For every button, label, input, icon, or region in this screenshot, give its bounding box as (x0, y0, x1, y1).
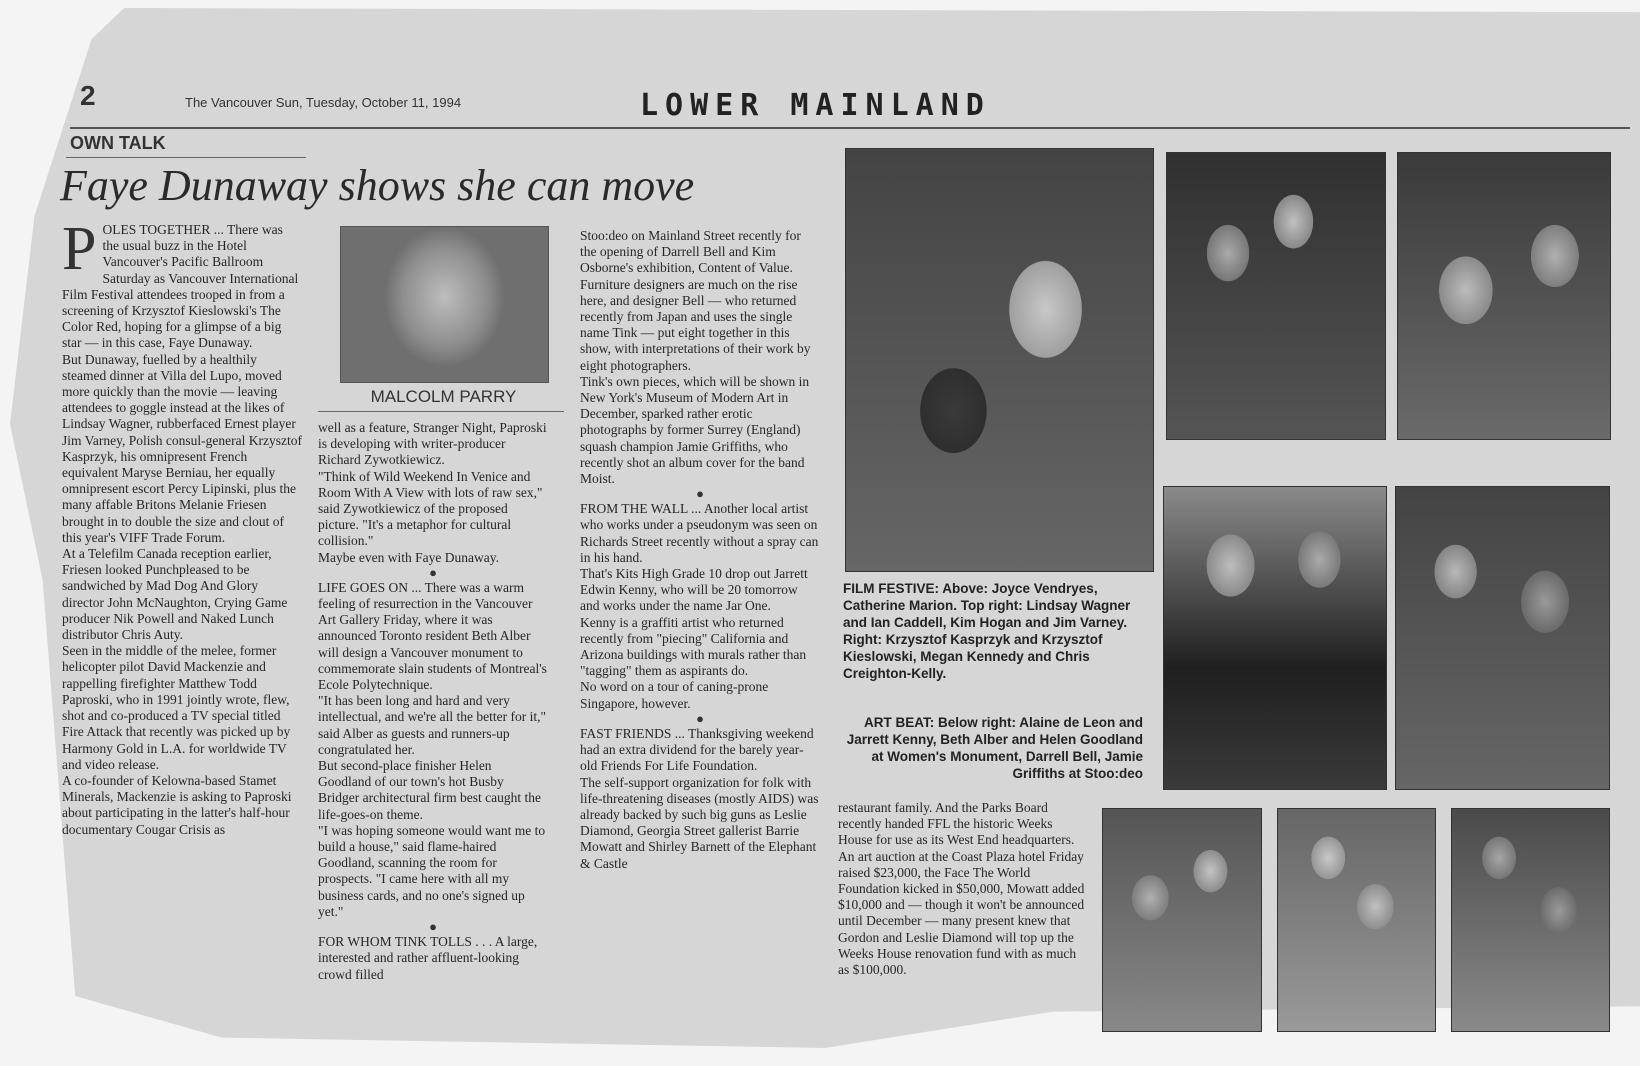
paragraph: A co-founder of Kelowna-based Stamet Minerals, Mackenzie is asking to Paproski about participating in the latter's half-hour documentary Cougar Crisis as (62, 772, 292, 837)
masthead-rule (70, 127, 1630, 129)
paragraph: That's Kits High Grade 10 drop out Jarrett Edwin Kenny, who will be 20 tomorrow and works under the name Jar One. (580, 566, 808, 614)
columnist-portrait (340, 226, 549, 383)
caption-art-beat: ART BEAT: Below right: Alaine de Leon and Jarrett Kenny, Beth Alber and Helen Goodland at Women's Monument, Darrell Bell, Jamie Griffiths at Stoo:deo (846, 715, 1143, 781)
article-column-2 (318, 420, 548, 983)
paper-dateline: The Vancouver Sun, Tuesday, October 11, 1994 (185, 95, 462, 110)
paragraph: FOR WHOM TINK TOLLS . . . A large, interested and rather affluent-looking crowd filled (318, 934, 538, 982)
paragraph: LIFE GOES ON ... There was a warm feeling of resurrection in the Vancouver Art Gallery Friday, where it was announced Toronto resident Beth Alber will design a Vancouver monument to commemorate slain students of Montreal's Ecole Polytechnique. (318, 579, 547, 693)
paragraph: But Dunaway, fuelled by a healthily steamed dinner at Villa del Lupo, moved more quickly than the movie — leaving attendees to goggle instead at the likes of Lindsay Wagner, rubberfaced Ernest player Jim Varney, Polish consul-general Krzysztof Kasprzyk, his omnipresent French equivalent Maryse Berniau, her equally omnipresent escort Percy Lipinski, plus the many affable Britons Melanie Friesen brought in to double the size and clout of this year's VIFF Trade Forum. (62, 351, 302, 545)
photo-alber-goodland (1277, 808, 1436, 1032)
caption-film-festive: FILM FESTIVE: Above: Joyce Vendryes, Catherine Marion. Top right: Lindsay Wagner and Ian Caddell, Kim Hogan and Jim Varney. Right: Krzysztof Kasprzyk and Krzysztof Kieslowski, Megan Kennedy and Chris Creighton-Kelly. (843, 581, 1131, 681)
paragraph: Stoo:deo on Mainland Street recently for the opening of Darrell Bell and Kim Osborne's exhibition, Content of Value. (580, 228, 801, 276)
section-bullet: ● (696, 710, 704, 726)
photo-kasprzyk-kieslowski (1163, 486, 1387, 790)
page-number: 2 (80, 80, 96, 111)
paragraph: FAST FRIENDS ... Thanksgiving weekend had an extra dividend for the barely year-old Friends For Life Foundation. (580, 725, 814, 774)
photo-vendryes-marion (845, 148, 1154, 572)
paragraph: FROM THE WALL ... Another local artist who works under a pseudonym was seen on Richards Street recently without a spray can in his hand. (580, 501, 819, 565)
paragraph: Maybe even with Faye Dunaway. (318, 549, 499, 565)
photo-wagner-caddell (1166, 152, 1386, 440)
photo-bell-griffiths (1451, 808, 1610, 1032)
paragraph: "Think of Wild Weekend In Venice and Room With A View with lots of raw sex," said Zywotkiewicz of the proposed picture. "It's a metaphor for cultural collision." (318, 468, 543, 549)
headline: Faye Dunaway shows she can move (60, 161, 695, 210)
paragraph: Tink's own pieces, which will be shown in New York's Museum of Modern Art in December, sparked rather erotic photographs by former Surrey (England) squash champion Jamie Griffiths, who recently shot an album cover for the band Moist. (580, 373, 810, 487)
paragraph: "It has been long and hard and very intellectual, and we're all the better for it," said Alber as guests and runners-up congratulated her. (318, 693, 546, 757)
section-bullet: ● (696, 486, 704, 502)
section-bullet: ● (429, 564, 437, 580)
column-kicker: OWN TALK (70, 133, 166, 153)
photo-hogan-varney (1397, 152, 1611, 440)
section-title: LOWER MAINLAND (640, 88, 991, 123)
photo-kennedy-creighton-kelly (1395, 486, 1610, 790)
article-column-3 (580, 228, 820, 872)
paragraph: But second-place finisher Helen Goodland of our town's hot Busby Bridger architectural firm best caught the life-goes-on theme. (318, 758, 542, 822)
section-bullet: ● (429, 919, 437, 935)
byline: MALCOLM PARRY (370, 387, 517, 406)
paragraph: Furniture designers are much on the rise here, and designer Bell — who returned recently from Japan and uses the single name Tink — put eight together in this show, with interpretations of their work by eight photographers. (580, 276, 811, 373)
article-column-4 (838, 800, 1088, 978)
paragraph: well as a feature, Stranger Night, Paproski is developing with writer-producer Richard Zywotkiewicz. (318, 420, 547, 468)
photo-deleon-kenny (1102, 808, 1262, 1032)
paragraph: An art auction at the Coast Plaza hotel Friday raised $23,000, the Face The World Foundation kicked in $50,000, Mowatt added $10,000 and — though it won't be announced until December — many present knew that Gordon and Leslie Diamond will top up the Weeks House renovation fund with as much as $100,000. (838, 848, 1085, 978)
paragraph: "I was hoping someone would want me to build a house," said flame-haired Goodland, scanning the room for prospects. "I came here with all my business cards, and no one's signed up yet." (318, 822, 546, 919)
paragraph: At a Telefilm Canada reception earlier, Friesen looked Punchpleased to be sandwiched by Mad Dog And Glory director John McNaughton, Crying Game producer Nik Powell and Naked Lunch distributor Chris Auty. (62, 546, 288, 643)
drop-cap: P (62, 215, 97, 283)
paragraph: Kenny is a graffiti artist who returned recently from "piecing" California and Arizona buildings with murals rather than "tagging" them as aspirants do. (580, 614, 807, 679)
paragraph: The self-support organization for folk with life-threatening diseases (mostly AIDS) was already backed by such big guns as Leslie Diamond, Georgia Street gallerist Barrie Mowatt and Shirley Barnett of the Elephant & Castle (580, 774, 819, 871)
paragraph: No word on a tour of caning-prone Singapore, however. (580, 679, 769, 711)
article-column-1 (62, 215, 302, 838)
paragraph: OLES TOGETHER ... There was the usual buzz in the Hotel Vancouver's Pacific Ballroom Saturday as Vancouver International Film Festival attendees trooped in from a screening of Krzysztof Kieslowski's The Color Red, hoping for a glimpse of a big star — in this case, Faye Dunaway. (62, 222, 299, 351)
byline-rule (318, 411, 564, 412)
kicker-rule (66, 157, 306, 158)
paragraph: restaurant family. And the Parks Board recently handed FFL the historic Weeks House for use as its West End headquarters. (838, 800, 1075, 848)
paragraph: Seen in the middle of the melee, former helicopter pilot David Mackenzie and rappelling firefighter Matthew Todd Paproski, who in 1991 jointly wrote, flew, shot and co-produced a TV special titled Fire Attack that recently was picked up by Harmony Gold in L.A. for worldwide TV and video release. (62, 643, 291, 772)
